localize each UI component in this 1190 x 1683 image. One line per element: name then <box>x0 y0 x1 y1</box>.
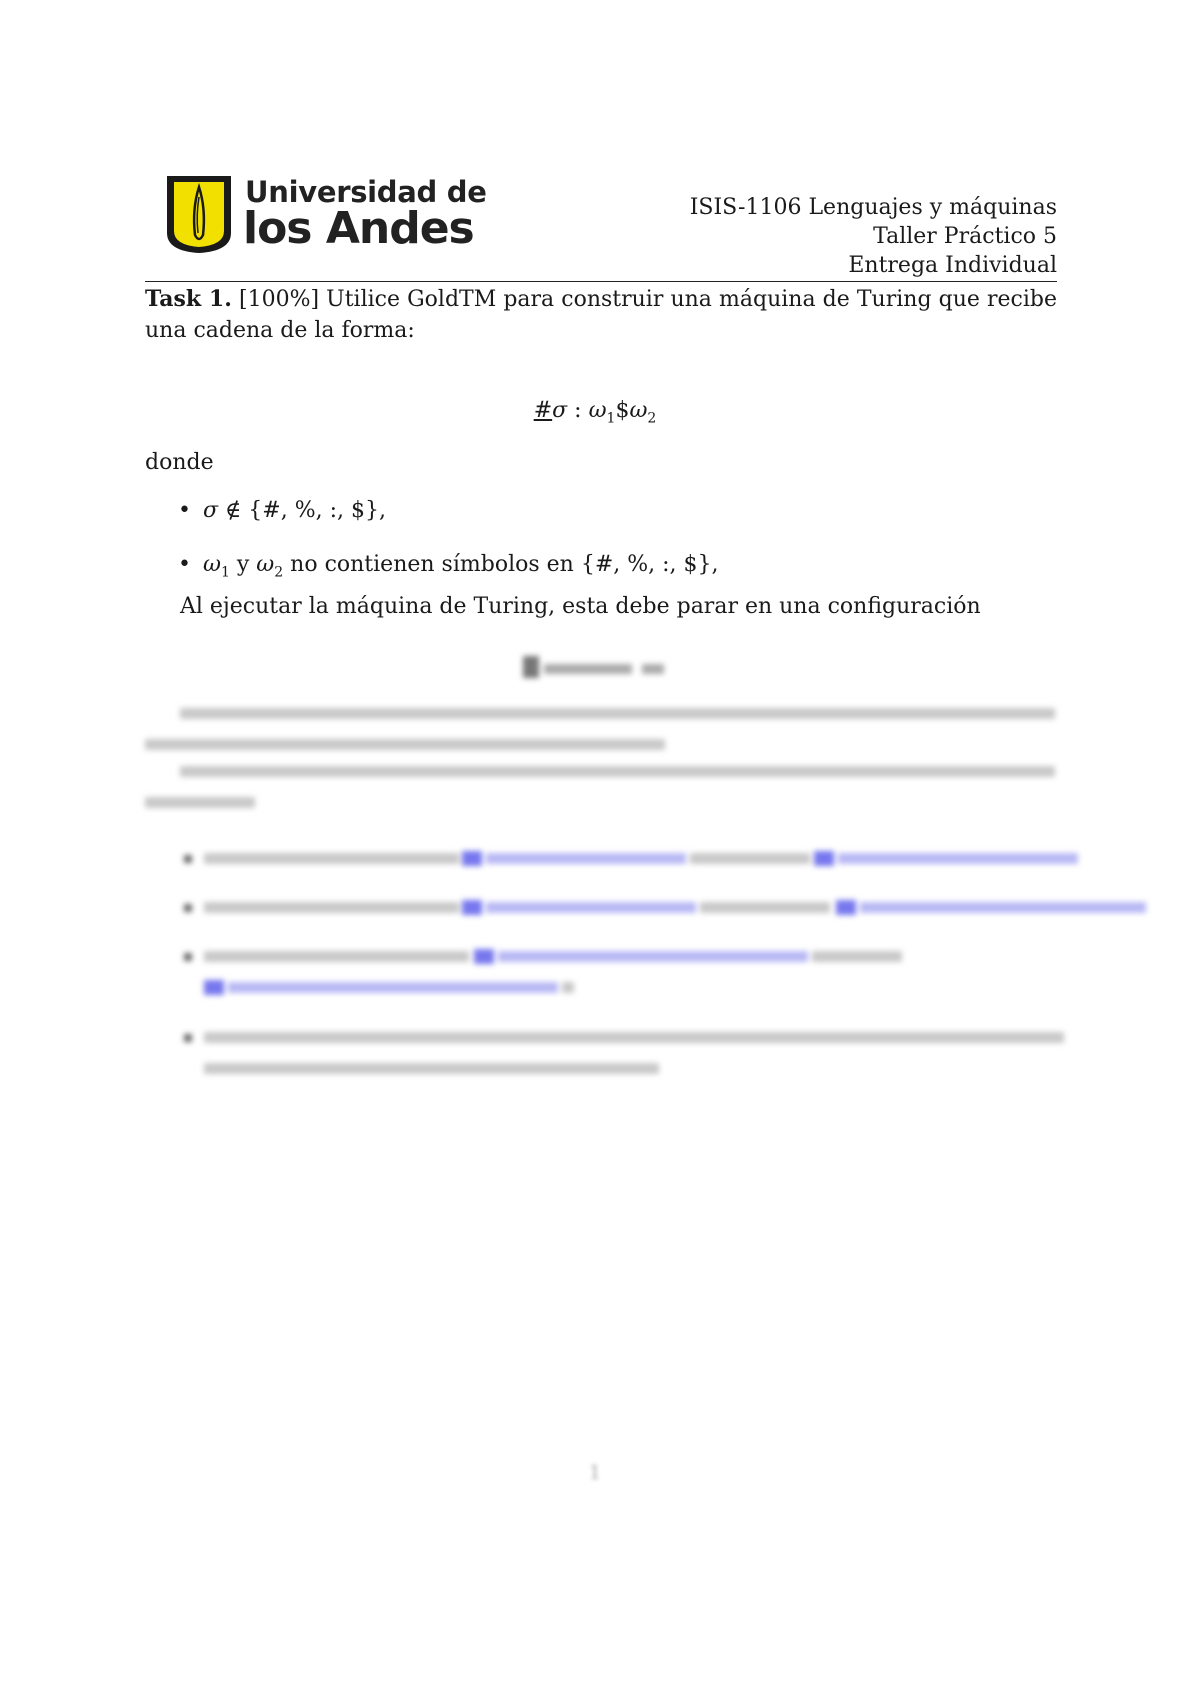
formula-sub1: 1 <box>606 410 616 427</box>
cond-omega2-sub: 2 <box>274 564 284 581</box>
logo-text-line2: los Andes <box>243 203 474 254</box>
cond-omega1-sub: 1 <box>220 564 230 581</box>
task-label: Task 1. <box>145 286 232 312</box>
formula-omega2: ω <box>629 398 648 423</box>
cond-omega2: ω <box>256 552 275 577</box>
delivery-type: Entrega Individual <box>848 253 1057 278</box>
formula-sub2: 2 <box>647 410 657 427</box>
formula-omega1: ω <box>588 398 607 423</box>
cond-sigma-rest: ∉ {#, %, :, $}, <box>218 498 386 523</box>
assignment-name: Taller Práctico 5 <box>873 224 1057 249</box>
formula-sep: : <box>567 398 589 423</box>
logo-text-line1: Universidad de <box>245 175 487 209</box>
cond-omega1: ω <box>203 552 221 577</box>
halting-intro: Al ejecutar la máquina de Turing, esta debe parar en una configuración <box>180 594 981 619</box>
formula-dollar: $ <box>615 398 630 423</box>
task-text: [100%] Utilice GoldTM para construir una máquina de Turing que recibe una cadena de la forma: <box>145 287 1057 343</box>
donde-text: donde <box>145 450 214 475</box>
page-number: 1 <box>588 1460 602 1484</box>
cond-omega-rest: no contienen símbolos en {#, %, :, $}, <box>283 552 719 577</box>
formula-hash: # <box>533 398 553 423</box>
cond-y: y <box>229 552 257 577</box>
formula-sigma: σ <box>552 398 568 423</box>
course-name: ISIS-1106 Lenguajes y máquinas <box>689 195 1057 220</box>
cond-sigma: σ <box>203 498 219 523</box>
